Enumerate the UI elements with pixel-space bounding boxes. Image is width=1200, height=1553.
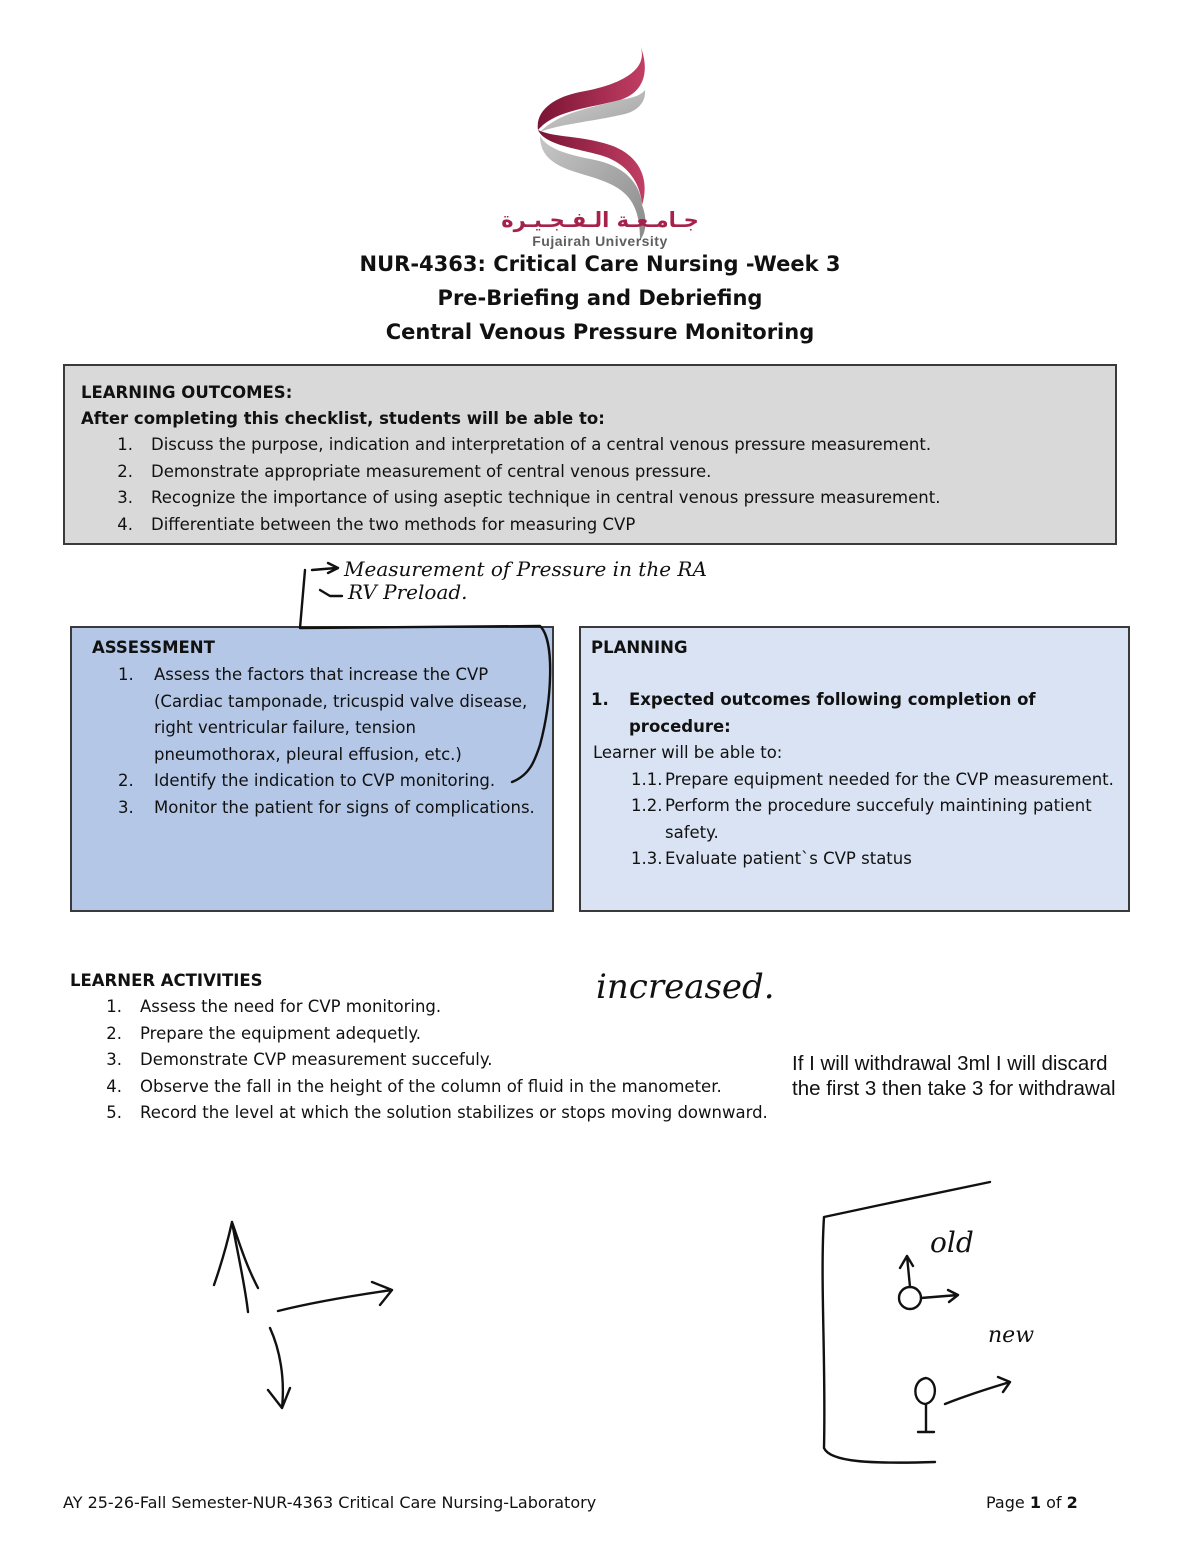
planning-heading: PLANNING [591, 638, 688, 657]
list-item: 1.3. Evaluate patient`s CVP status [631, 849, 912, 868]
logo-english-text: Fujairah University [532, 233, 668, 249]
session-title: Pre-Briefing and Debriefing [437, 286, 763, 310]
typed-annotation-note: If I will withdrawal 3ml I will discard the first 3 then take 3 for withdrawal [792, 1052, 1116, 1100]
list-item: 4. Differentiate between the two methods for measuring CVP [117, 514, 636, 534]
page-number: Page 1 of 2 [986, 1493, 1078, 1512]
planning-item-1: 1. Expected outcomes following completion of procedure: [591, 690, 1036, 736]
list-item: 3. Recognize the importance of using aseptic technique in central venous pressure measurement. [117, 488, 941, 507]
list-item: 3. Demonstrate CVP measurement succefuly. [106, 1050, 493, 1069]
learner-activities-list [70, 994, 830, 1127]
learning-outcomes-heading: LEARNING OUTCOMES: [81, 383, 293, 402]
footer-course-info: AY 25-26-Fall Semester-NUR-4363 Critical Care Nursing-Laboratory [63, 1493, 597, 1512]
learning-outcomes-intro: After completing this checklist, students will be able to: [81, 409, 605, 428]
list-item: 3. Monitor the patient for signs of complications. [118, 797, 535, 817]
course-title: NUR-4363: Critical Care Nursing -Week 3 [359, 252, 841, 276]
handwritten-note-increased: increased. [596, 967, 775, 1007]
list-item: 4. Observe the fall in the height of the column of fluid in the manometer. [106, 1076, 722, 1096]
list-item: 2. Demonstrate appropriate measurement of central venous pressure. [117, 461, 712, 481]
learning-outcomes-box [63, 364, 1117, 545]
assessment-box [70, 626, 554, 912]
list-item: 1.2. Perform the procedure succefuly maintining patient safety. [631, 796, 1092, 842]
handwritten-note-top-2: RV Preload. [348, 580, 468, 604]
list-item: 1. Discuss the purpose, indication and interpretation of a central venous pressure measurement. [117, 435, 932, 454]
list-item: 2. Prepare the equipment adequetly. [106, 1023, 422, 1043]
list-item: 1.1. Prepare equipment needed for the CVP measurement. [631, 769, 1114, 789]
list-item: 5. Record the level at which the solution stabilizes or stops moving downward. [106, 1103, 768, 1122]
list-item: 1. Assess the factors that increase the CVP (Cardiac tamponade, tricuspid valve disease, right ventricular failure, tension pneumothorax, pleural effusion, etc.) [118, 665, 528, 764]
planning-box [579, 626, 1130, 912]
assessment-list [92, 662, 542, 821]
handwritten-note-old: old [930, 1226, 974, 1259]
handwritten-note-top: Measurement of Pressure in the RA [344, 557, 707, 581]
learning-outcomes-list [81, 432, 1099, 538]
planning-intro: Learner will be able to: [593, 743, 783, 762]
assessment-heading: ASSESSMENT [92, 638, 215, 657]
list-item: 2. Identify the indication to CVP monitoring. [118, 771, 496, 790]
logo-arabic-text: جـامـعـة الـفـجـيـرة [501, 208, 699, 232]
handwritten-note-new: new [988, 1323, 1035, 1348]
list-item: 1. Assess the need for CVP monitoring. [106, 997, 442, 1016]
learner-activities-heading: LEARNER ACTIVITIES [70, 971, 263, 990]
learner-activities [70, 968, 830, 1127]
topic-title: Central Venous Pressure Monitoring [385, 320, 815, 344]
